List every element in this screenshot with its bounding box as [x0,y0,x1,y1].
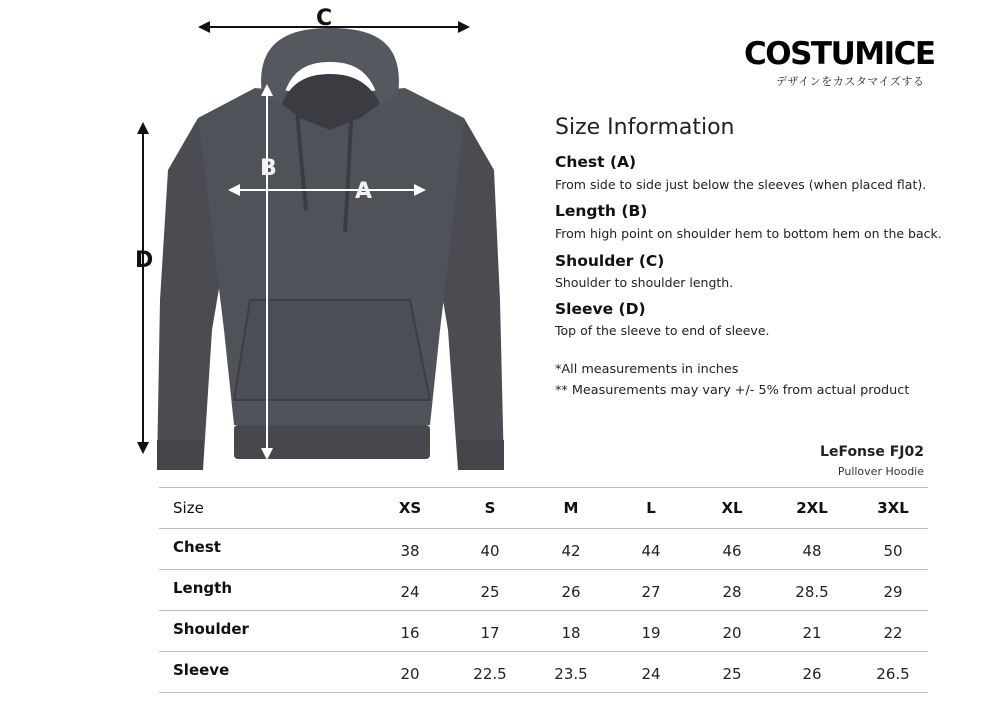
term-sleeve: Sleeve (D) [555,300,646,318]
table-cell: 17 [480,624,500,642]
size-header: S [484,499,496,517]
table-cell: 26 [802,665,822,683]
dimension-label-a: A [355,179,373,204]
table-cell: 16 [400,624,420,642]
table-cell: 26 [561,583,581,601]
note-variance: ** Measurements may vary +/- 5% from actual product [555,383,910,398]
table-cell: 28.5 [795,583,829,601]
table-cell: 20 [400,665,420,683]
definition-length: From high point on shoulder hem to bottom hem on the back. [555,226,942,241]
definition-sleeve: Top of the sleeve to end of sleeve. [555,323,770,338]
size-header: XL [721,499,743,517]
table-cell: 24 [641,665,661,683]
table-cell: 46 [722,542,742,560]
table-cell: 38 [400,542,420,560]
dimension-label-c: C [316,6,333,31]
product-model: LeFonse FJ02 [820,444,924,460]
table-cell: 25 [480,583,500,601]
table-cell: 29 [883,583,903,601]
table-cell: 28 [722,583,742,601]
definition-shoulder: Shoulder to shoulder length. [555,275,734,290]
table-header-row [159,487,928,528]
table-cell: 24 [400,583,420,601]
term-length: Length (B) [555,202,648,220]
table-cell: 23.5 [554,665,588,683]
term-shoulder: Shoulder (C) [555,252,665,270]
size-header: XS [398,499,422,517]
dimension-label-b: B [260,156,277,181]
table-header-label: Size [173,499,204,517]
row-label: Length [173,579,232,597]
row-label: Sleeve [173,661,230,679]
size-header: 3XL [877,499,909,517]
size-table [159,487,928,693]
table-row [159,528,928,569]
table-cell: 20 [722,624,742,642]
brand-tagline: デザインをカスタマイズする [776,75,925,88]
row-label: Chest [173,538,221,556]
table-cell: 26.5 [876,665,910,683]
brand-logo: COSTUMICE [744,36,935,72]
table-cell: 19 [641,624,661,642]
table-cell: 18 [561,624,581,642]
size-header: M [563,499,579,517]
table-cell: 40 [480,542,500,560]
table-cell: 44 [641,542,661,560]
table-cell: 22.5 [473,665,507,683]
hoodie-diagram [0,0,520,480]
size-header: 2XL [796,499,828,517]
dimension-label-d: D [135,248,154,273]
table-cell: 22 [883,624,903,642]
definition-chest: From side to side just below the sleeves (when placed flat). [555,177,927,192]
size-info-title: Size Information [555,115,735,140]
product-type: Pullover Hoodie [837,465,924,478]
hoodie-illustration [157,28,504,470]
table-row [159,610,928,651]
row-label: Shoulder [173,620,249,638]
table-row [159,651,928,693]
note-units: *All measurements in inches [555,362,739,377]
table-cell: 42 [561,542,581,560]
table-cell: 25 [722,665,742,683]
dimension-arrow-d [137,122,149,454]
table-row [159,569,928,610]
table-cell: 48 [802,542,822,560]
term-chest: Chest (A) [555,153,637,171]
table-cell: 21 [802,624,822,642]
table-cell: 50 [883,542,903,560]
table-cell: 27 [641,583,661,601]
size-header: L [646,499,656,517]
